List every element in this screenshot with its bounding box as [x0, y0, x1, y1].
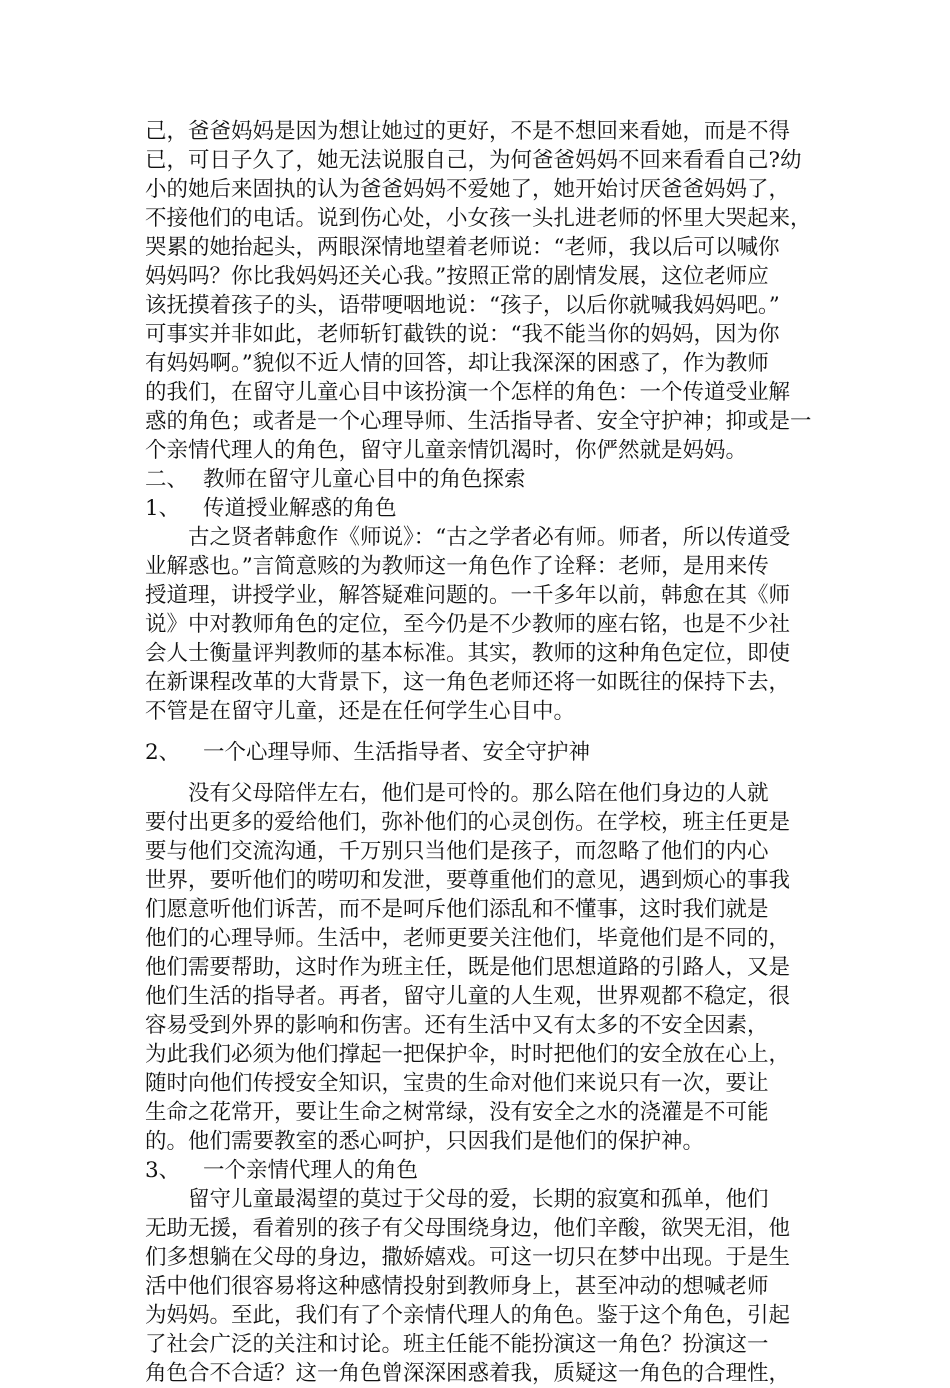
text-line: 的。他们需要教室的悉心呵护，只因我们是他们的保护神。 — [145, 1129, 705, 1154]
subsection-number: 3、 — [145, 1158, 181, 1183]
text-line: 说》中对教师角色的定位，至今仍是不少教师的座右铭，也是不少社 — [145, 612, 791, 637]
text-line: 不接他们的电话。说到伤心处，小女孩一头扎进老师的怀里大哭起来， — [145, 206, 812, 231]
text-line: 惑的角色；或者是一个心理导师、生活指导者、安全守护神；抑或是一 — [145, 409, 812, 434]
text-line: 们多想躺在父母的身边，撒娇嬉戏。可这一切只在梦中出现。于是生 — [145, 1245, 791, 1270]
text-line: 哭累的她抬起头，两眼深情地望着老师说：“老师，我以后可以喊你 — [145, 235, 780, 260]
text-line: 他们的心理导师。生活中，老师更要关注他们，毕竟他们是不同的， — [145, 926, 791, 951]
text-line: 授道理，讲授学业，解答疑难问题的。一千多年以前，韩愈在其《师 — [145, 583, 791, 608]
section-number: 二、 — [145, 467, 189, 492]
subsection-title: 传道授业解惑的角色 — [203, 496, 397, 521]
text-line: 为此我们必须为他们撑起一把保护伞，时时把他们的安全放在心上， — [145, 1042, 791, 1067]
text-line: 有妈妈啊。”貌似不近人情的回答，却让我深深的困惑了，作为教师 — [145, 351, 769, 376]
subsection-title: 一个亲情代理人的角色 — [203, 1158, 419, 1183]
text-line: 的我们，在留守儿童心目中该扮演一个怎样的角色：一个传道受业解 — [145, 380, 791, 405]
subsection-heading-1 — [145, 494, 817, 523]
section-heading — [145, 465, 817, 494]
text-line: 可事实并非如此，老师斩钉截铁的说：“我不能当你的妈妈，因为你 — [145, 322, 780, 347]
subsection-heading-2 — [145, 738, 817, 767]
text-line: 为妈妈。至此，我们有了个亲情代理人的角色。鉴于这个角色，引起 — [145, 1303, 791, 1328]
text-line: 了社会广泛的关注和讨论。班主任能不能扮演这一角色？扮演这一 — [145, 1332, 769, 1357]
subsection-number: 1、 — [145, 496, 181, 521]
text-line: 生命之花常开，要让生命之树常绿，没有安全之水的浇灌是不可能 — [145, 1100, 769, 1125]
text-line: 们愿意听他们诉苦，而不是呵斥他们添乱和不懂事，这时我们就是 — [145, 897, 769, 922]
paragraph-story — [145, 117, 817, 465]
paragraph-role-1 — [145, 523, 817, 726]
subsection-number: 2、 — [145, 740, 181, 765]
text-line: 世界，要听他们的唠叨和发泄，要尊重他们的意见，遇到烦心的事我 — [145, 868, 791, 893]
text-line: 该抚摸着孩子的头，语带哽咽地说：“孩子，以后你就喊我妈妈吧。” — [145, 293, 780, 318]
text-line: 没有父母陪伴左右，他们是可怜的。那么陪在他们身边的人就 — [188, 781, 769, 806]
paragraph-role-3 — [145, 1185, 817, 1388]
text-line: 随时向他们传授安全知识，宝贵的生命对他们来说只有一次，要让 — [145, 1071, 769, 1096]
text-line: 他们需要帮助，这时作为班主任，既是他们思想道路的引路人，又是 — [145, 955, 791, 980]
text-line: 不管是在留守儿童，还是在任何学生心目中。 — [145, 699, 576, 724]
text-line: 无助无援，看着别的孩子有父母围绕身边，他们辛酸，欲哭无泪，他 — [145, 1216, 791, 1241]
text-line: 妈妈吗？你比我妈妈还关心我。”按照正常的剧情发展，这位老师应 — [145, 264, 769, 289]
text-line: 个亲情代理人的角色，留守儿童亲情饥渴时，你俨然就是妈妈。 — [145, 438, 748, 463]
paragraph-role-2 — [145, 779, 817, 1156]
text-line: 会人士衡量评判教师的基本标准。其实，教师的这种角色定位，即使 — [145, 641, 791, 666]
text-line: 活中他们很容易将这种感情投射到教师身上，甚至冲动的想喊老师 — [145, 1274, 769, 1299]
text-line: 容易受到外界的影响和伤害。还有生活中又有太多的不安全因素， — [145, 1013, 769, 1038]
subsection-heading-3 — [145, 1156, 817, 1185]
text-line: 业解惑也。”言简意赅的为教师这一角色作了诠释：老师，是用来传 — [145, 554, 769, 579]
text-line: 古之贤者韩愈作《师说》：“古之学者必有师。师者，所以传道受 — [188, 525, 791, 550]
text-line: 角色合不合适？这一角色曾深深困惑着我，质疑这一角色的合理性， — [145, 1361, 791, 1386]
text-line: 留守儿童最渴望的莫过于父母的爱，长期的寂寞和孤单，他们 — [188, 1187, 769, 1212]
text-line: 小的她后来固执的认为爸爸妈妈不爱她了，她开始讨厌爸爸妈妈了， — [145, 177, 791, 202]
document-body — [145, 117, 817, 1388]
text-line: 己，爸爸妈妈是因为想让她过的更好，不是不想回来看她，而是不得 — [145, 119, 791, 144]
section-title: 教师在留守儿童心目中的角色探索 — [203, 467, 526, 492]
text-line: 要付出更多的爱给他们，弥补他们的心灵创伤。在学校，班主任更是 — [145, 810, 791, 835]
text-line: 在新课程改革的大背景下，这一角色老师还将一如既往的保持下去， — [145, 670, 791, 695]
text-line: 要与他们交流沟通，千万别只当他们是孩子，而忽略了他们的内心 — [145, 839, 769, 864]
text-line: 已，可日子久了，她无法说服自己，为何爸爸妈妈不回来看看自己?幼 — [145, 148, 802, 173]
text-line: 他们生活的指导者。再者，留守儿童的人生观，世界观都不稳定，很 — [145, 984, 791, 1009]
subsection-title: 一个心理导师、生活指导者、安全守护神 — [203, 740, 591, 765]
